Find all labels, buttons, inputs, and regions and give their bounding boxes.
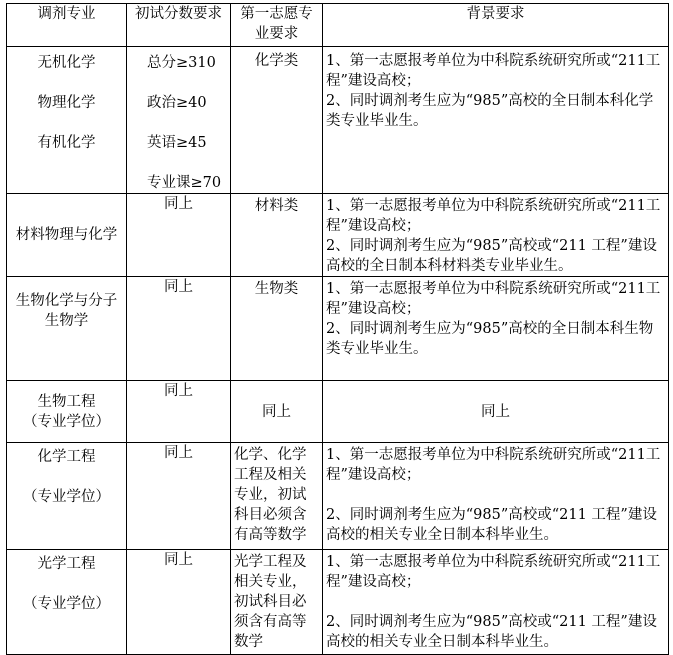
background-cell — [323, 550, 669, 655]
table-row — [7, 443, 669, 550]
first-choice-cell: 光学工程及相关专业，初试科目必须含有高等数学 — [231, 550, 323, 655]
header-major: 调剂专业 — [7, 4, 127, 47]
background-item: 2、同时调剂考生应为“985”高校或“211 工程”建设高校的相关专业全日制本科毕业生。 — [326, 507, 657, 543]
major-name: 生物化学与分子生物学 — [15, 293, 118, 329]
score-cell — [127, 47, 231, 194]
major-name: 材料物理与化学 — [15, 227, 118, 243]
background-cell: 同上 — [323, 381, 669, 443]
background-cell — [323, 277, 669, 381]
score-cell: 同上 — [127, 550, 231, 655]
major-cell — [7, 277, 127, 381]
first-choice-cell: 化学、化学工程及相关专业，初试科目必须含有高等数学 — [231, 443, 323, 550]
background-cell — [323, 194, 669, 277]
header-row — [7, 4, 669, 47]
major-degree-type: （专业学位） — [23, 413, 110, 430]
adjustment-requirements-table — [6, 3, 669, 655]
header-first-choice: 第一志愿专业要求 — [231, 4, 323, 47]
header-score: 初试分数要求 — [127, 4, 231, 47]
major-cell — [7, 381, 127, 443]
background-item: 1、第一志愿报考单位为中科院系统研究所或“211工程”建设高校； — [326, 447, 661, 483]
background-item: 1、第一志愿报考单位为中科院系统研究所或“211工程”建设高校； — [326, 53, 661, 89]
major-degree-type: （专业学位） — [23, 596, 110, 612]
table-row — [7, 194, 669, 277]
first-choice-cell: 材料类 — [231, 194, 323, 277]
header-background: 背景要求 — [323, 4, 669, 47]
major-cell — [7, 550, 127, 655]
background-item: 2、同时调剂考生应为“985”高校的全日制本科生物类专业毕业生。 — [326, 321, 654, 357]
major-name: 生物工程 — [37, 393, 96, 410]
major-name: 无机化学 — [37, 55, 96, 71]
major-cell — [7, 194, 127, 277]
score-total: 总分≥310 — [147, 55, 216, 71]
major-degree-type: （专业学位） — [23, 489, 110, 505]
score-english: 英语≥45 — [147, 135, 207, 151]
major-name: 物理化学 — [37, 95, 96, 111]
score-cell: 同上 — [127, 277, 231, 381]
background-item: 2、同时调剂考生应为“985”高校或“211 工程”建设高校的相关专业全日制本科毕业生。 — [326, 614, 657, 650]
major-cell — [7, 47, 127, 194]
table-row — [7, 47, 669, 194]
background-cell — [323, 47, 669, 194]
background-item: 2、同时调剂考生应为“985”高校的全日制本科化学类专业毕业生。 — [326, 93, 654, 129]
table-row — [7, 381, 669, 443]
background-item: 1、第一志愿报考单位为中科院系统研究所或“211工程”建设高校； — [326, 198, 661, 234]
score-major-course: 专业课≥70 — [147, 175, 222, 191]
first-choice-cell: 化学类 — [231, 47, 323, 194]
first-choice-cell: 同上 — [231, 381, 323, 443]
major-name: 化学工程 — [37, 449, 96, 465]
major-name: 光学工程 — [37, 556, 96, 572]
background-item: 2、同时调剂考生应为“985”高校或“211 工程”建设高校的全日制本科材料类专业毕业生。 — [326, 238, 657, 274]
background-item: 1、第一志愿报考单位为中科院系统研究所或“211工程”建设高校； — [326, 281, 661, 317]
score-cell: 同上 — [127, 443, 231, 550]
background-cell — [323, 443, 669, 550]
table-row — [7, 550, 669, 655]
score-cell: 同上 — [127, 194, 231, 277]
score-politics: 政治≥40 — [147, 95, 207, 111]
score-cell: 同上 — [127, 381, 231, 443]
major-name: 有机化学 — [37, 135, 96, 151]
table-row — [7, 277, 669, 381]
first-choice-cell: 生物类 — [231, 277, 323, 381]
major-cell — [7, 443, 127, 550]
background-item: 1、第一志愿报考单位为中科院系统研究所或“211工程”建设高校； — [326, 554, 661, 590]
